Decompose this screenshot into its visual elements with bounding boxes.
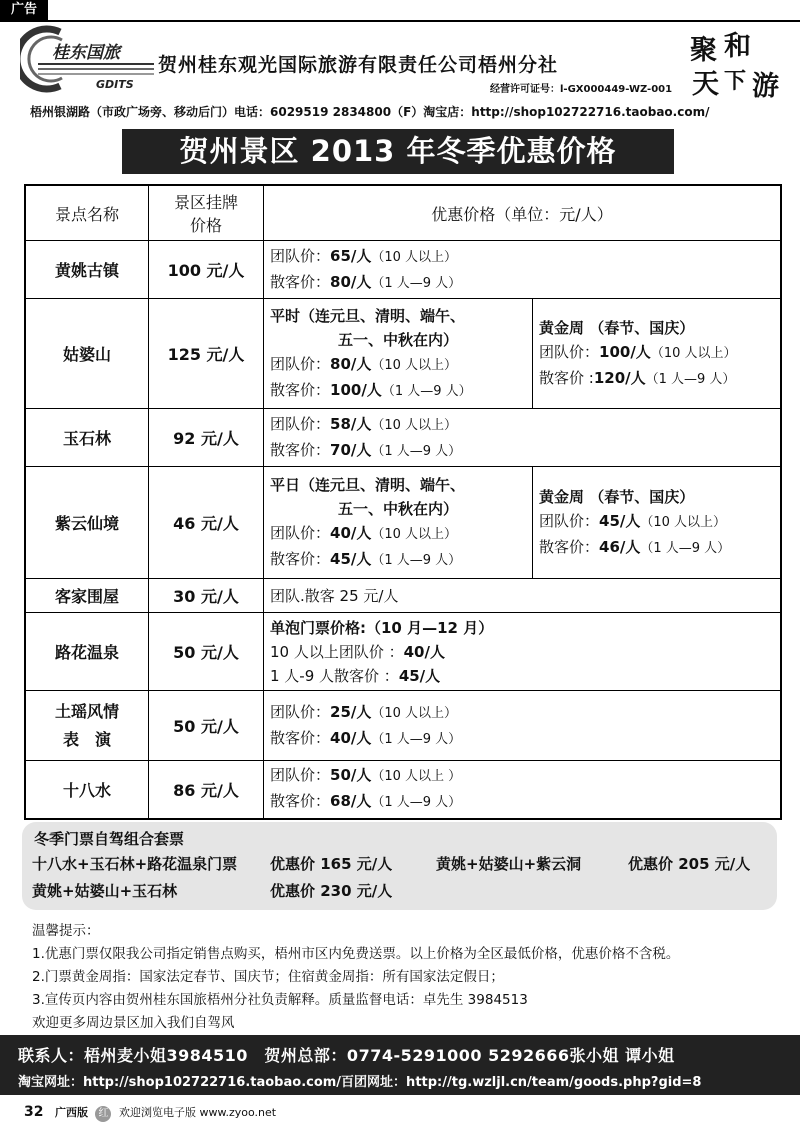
price-value: 45/人	[398, 666, 441, 685]
period-title-2: 五一、中秋在内）	[337, 330, 458, 349]
price-note: （10 人以上）	[371, 705, 458, 721]
list-price: 46 元/人	[149, 467, 264, 579]
seal-char-5: 游	[752, 71, 779, 102]
price-note: （10 人以上）	[371, 249, 458, 265]
company-name: 贺州桂东观光国际旅游有限责任公司梧州分社	[158, 54, 559, 76]
table-row	[25, 241, 781, 299]
price-line	[539, 535, 774, 561]
spot-name: 黄姚古镇	[25, 241, 149, 299]
price-note: （10 人以上）	[371, 526, 458, 542]
combo-title: 冬季门票自驾组合套票	[34, 830, 185, 848]
price-value: 100/人	[330, 380, 382, 399]
price-note: （1 人—9 人）	[371, 795, 462, 811]
price-line	[539, 366, 774, 392]
price-note: （1 人—9 人）	[371, 275, 462, 291]
price-note: （10 人以上）	[371, 357, 458, 373]
price-value: 46/人	[599, 537, 641, 556]
price-value: 40/人	[403, 642, 445, 661]
price-label: 团队价：	[539, 342, 600, 361]
price-line	[270, 244, 774, 270]
page-title: 贺州景区 2013 年冬季优惠价格	[122, 129, 674, 174]
footer-contact: 联系人：梧州麦小姐3984510 贺州总部：0774-5291000 5292666张小姐 谭小姐	[18, 1046, 675, 1065]
list-price: 50 元/人	[149, 691, 264, 761]
price-label: 团队价：	[270, 702, 331, 721]
combo-item-name: 十八水+玉石林+路花温泉门票	[32, 855, 238, 873]
header-name: 景点名称	[25, 185, 149, 241]
price-label: 1 人-9 人散客价 ：	[270, 666, 399, 685]
price-line	[270, 547, 526, 573]
price-line	[270, 763, 774, 789]
spot-name: 十八水	[25, 761, 149, 819]
discount-cell	[264, 613, 782, 691]
price-label: 散客价：	[270, 549, 331, 568]
price-value: 80/人	[330, 272, 372, 291]
page-number: 32	[24, 1104, 44, 1120]
regular-price-cell	[264, 467, 533, 579]
list-price: 92 元/人	[149, 409, 264, 467]
price-note: （10 人以上）	[371, 417, 458, 433]
notes-title: 温馨提示：	[32, 923, 100, 939]
price-note: （1 人—9 人）	[371, 731, 462, 747]
table-header-row	[25, 185, 781, 241]
table-row	[25, 761, 781, 819]
price-value: 45/人	[599, 511, 641, 530]
footer-contact-bar	[0, 1035, 800, 1095]
table-row	[25, 467, 781, 579]
list-price: 30 元/人	[149, 579, 264, 613]
price-line	[270, 789, 774, 815]
price-label: 10 人以上团队价 ：	[270, 642, 404, 661]
spot-name	[25, 691, 149, 761]
footer-web: 淘宝网址：http://shop102722716.taobao.com/百团网址：http://tg.wzljl.cn/team/goods.php?gid=8	[18, 1075, 702, 1090]
seal-char-4: 下	[724, 68, 747, 94]
discount-cell	[264, 761, 782, 819]
magazine-logo-icon: 红	[95, 1106, 111, 1122]
price-label: 团队价：	[270, 246, 331, 265]
table-row	[25, 299, 781, 409]
discount-cell	[264, 409, 782, 467]
price-value: 65/人	[330, 246, 372, 265]
header-list-price-2: 价格	[189, 216, 222, 235]
price-line	[270, 412, 774, 438]
price-label: 散客价：	[270, 440, 331, 459]
edition-label: 广西版	[54, 1106, 88, 1119]
golden-week-cell	[533, 467, 782, 579]
price-line	[270, 438, 774, 464]
list-price: 50 元/人	[149, 613, 264, 691]
price-line	[270, 521, 526, 547]
price-line	[270, 664, 774, 688]
note-item: 2.门票黄金周指：国家法定春节、国庆节；住宿黄金周指：所有国家法定假日；	[32, 969, 504, 985]
price-value: 68/人	[330, 792, 372, 811]
price-label: 团队价：	[270, 354, 331, 373]
price-line	[539, 340, 774, 366]
price-note: （1 人—9 人）	[371, 552, 462, 568]
price-label: 散客价：	[270, 272, 331, 291]
seal-char-2: 和	[724, 31, 751, 62]
price-label: 散客价：	[270, 380, 331, 399]
golden-week-cell	[533, 299, 782, 409]
price-note: （10 人以上）	[640, 514, 727, 530]
golden-week-title: 黄金周 （春节、国庆）	[539, 318, 695, 337]
note-item: 3.宣传页内容由贺州桂东国旅梧州分社负责解释。质量监督电话：卓先生 3984513	[32, 992, 528, 1008]
list-price: 100 元/人	[149, 241, 264, 299]
combo-item-price: 优惠价 205 元/人	[628, 855, 751, 873]
contact-line: 梧州银湖路（市政广场旁、移动后门）电话：6029519 2834800（F）淘宝店：http://shop102722716.taobao.com/	[30, 105, 710, 119]
price-value: 50/人	[330, 766, 372, 785]
logo-sub: GDITS	[96, 78, 134, 91]
price-line	[270, 378, 526, 404]
discount-cell	[264, 691, 782, 761]
hot-spring-title: 单泡门票价格:（10 月—12 月）	[270, 618, 494, 637]
price-note: （10 人以上）	[650, 345, 737, 361]
header-list-price	[149, 185, 264, 241]
table-row	[25, 691, 781, 761]
combo-item-price: 优惠价 230 元/人	[270, 882, 393, 900]
header-list-price-1: 景区挂牌	[173, 193, 238, 212]
golden-week-title: 黄金周 （春节、国庆）	[539, 487, 695, 506]
notes-section	[32, 920, 679, 1035]
price-label: 散客价 :	[539, 368, 594, 387]
list-price: 86 元/人	[149, 761, 264, 819]
note-item: 欢迎更多周边景区加入我们自驾风	[32, 1015, 235, 1031]
list-price: 125 元/人	[149, 299, 264, 409]
page-footer	[24, 1104, 276, 1122]
combo-item-price: 优惠价 165 元/人	[270, 855, 393, 873]
price-value: 40/人	[330, 728, 372, 747]
discount-cell: 团队.散客 25 元/人	[264, 579, 782, 613]
note-item: 1.优惠门票仅限我公司指定销售点购买，梧州市区内免费送票。以上价格为全区最低价格，优惠价格不含税。	[32, 946, 680, 962]
table-row	[25, 579, 781, 613]
table-row	[25, 613, 781, 691]
combo-item-name: 黄姚+姑婆山+玉石林	[32, 882, 178, 900]
combo-ticket-box	[22, 822, 777, 910]
spot-name: 客家围屋	[25, 579, 149, 613]
discount-cell	[264, 241, 782, 299]
logo-text: 桂东国旅	[52, 43, 120, 63]
price-value: 100/人	[599, 342, 651, 361]
ad-label: 广告	[0, 0, 48, 20]
company-logo	[20, 24, 158, 94]
price-value: 40/人	[330, 523, 372, 542]
price-value: 80/人	[330, 354, 372, 373]
price-label: 团队价：	[539, 511, 600, 530]
price-note: （1 人—9 人）	[640, 540, 731, 556]
seal-char-1: 聚	[690, 35, 717, 66]
period-title-2: 五一、中秋在内）	[337, 499, 458, 518]
price-table	[24, 184, 782, 820]
price-value: 58/人	[330, 414, 372, 433]
price-value: 70/人	[330, 440, 372, 459]
spot-name: 紫云仙境	[25, 467, 149, 579]
spot-name: 路花温泉	[25, 613, 149, 691]
spot-name-line-2: 表 演	[62, 729, 111, 749]
seal-char-3: 天	[692, 69, 719, 100]
price-note: （10 人以上 ）	[371, 769, 462, 785]
welcome-text: 欢迎浏览电子版 www.zyoo.net	[118, 1106, 277, 1119]
price-line	[270, 270, 774, 296]
price-note: （1 人—9 人）	[371, 443, 462, 459]
price-label: 团队价：	[270, 523, 331, 542]
price-line	[270, 352, 526, 378]
spot-name: 姑婆山	[25, 299, 149, 409]
price-line	[270, 700, 774, 726]
header-discount: 优惠价格（单位：元/人）	[264, 185, 782, 241]
price-value: 25/人	[330, 702, 372, 721]
spot-name-line-1: 土瑶风情	[54, 701, 119, 721]
price-line	[270, 640, 774, 664]
regular-price-cell	[264, 299, 533, 409]
combo-item-name: 黄姚+姑婆山+紫云洞	[436, 855, 582, 873]
price-label: 散客价：	[539, 537, 600, 556]
period-title: 平日（连元旦、清明、端午、	[270, 475, 466, 494]
price-label: 散客价：	[270, 728, 331, 747]
period-title: 平时（连元旦、清明、端午、	[270, 306, 466, 325]
price-label: 团队价：	[270, 766, 331, 785]
price-line	[539, 509, 774, 535]
top-divider	[0, 20, 800, 22]
price-note: （1 人—9 人）	[645, 371, 736, 387]
license-number: 经营许可证号：l-GX000449-WZ-001	[490, 84, 673, 95]
slogan-calligraphy	[688, 26, 786, 102]
table-row	[25, 409, 781, 467]
price-value: 120/人	[593, 368, 646, 387]
price-value: 45/人	[330, 549, 372, 568]
spot-name: 玉石林	[25, 409, 149, 467]
price-note: （1 人—9 人）	[381, 383, 472, 399]
price-line	[270, 726, 774, 752]
price-label: 散客价：	[270, 792, 331, 811]
price-label: 团队价：	[270, 414, 331, 433]
